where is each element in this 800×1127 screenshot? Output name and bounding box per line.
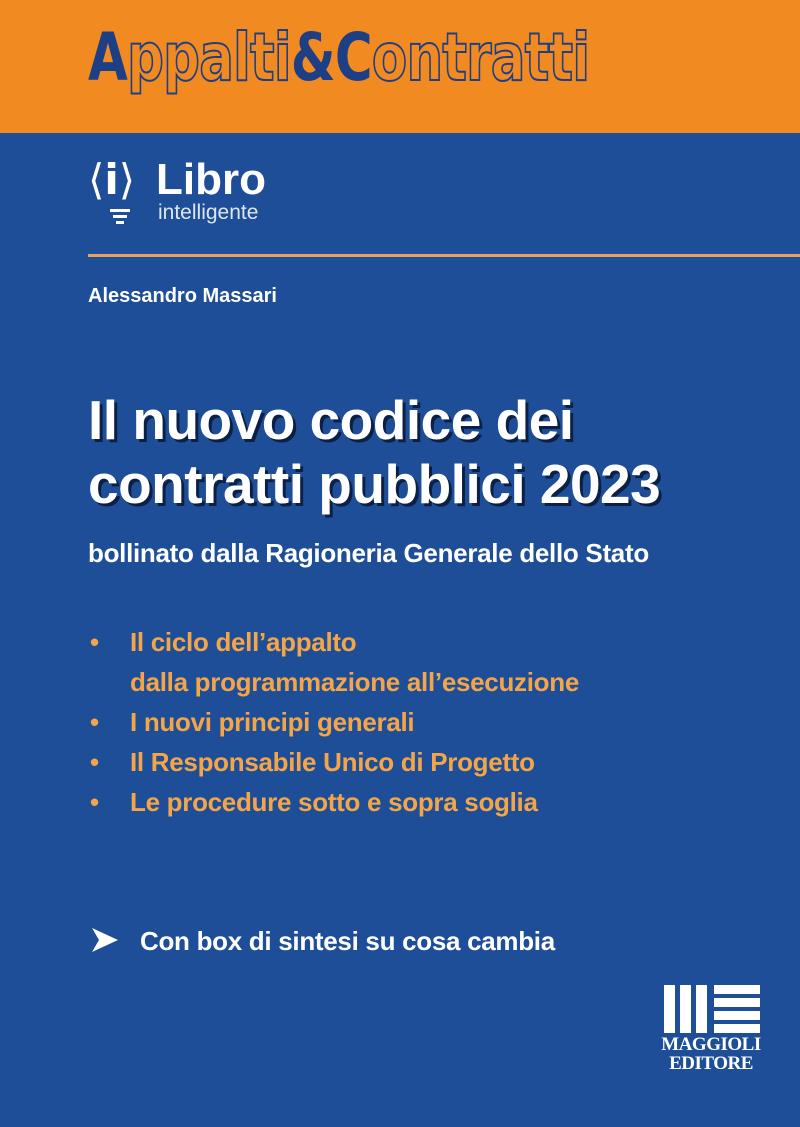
bullet-icon: •	[90, 707, 99, 737]
feature-text: I nuovi principi generali	[130, 707, 415, 737]
open-bracket: ⟨	[88, 155, 105, 204]
bullet-icon: •	[90, 627, 99, 657]
author-name: Alessandro Massari	[88, 285, 277, 307]
ilibro-letter-i: i	[104, 155, 119, 204]
series-word-contratti: ontratti	[371, 19, 590, 96]
feature-text: Il ciclo dell’appalto	[130, 627, 357, 657]
series-word-appalti: ppalti	[127, 19, 291, 96]
maggioli-mark-icon	[664, 985, 760, 1033]
series-ampersand: &	[290, 19, 335, 96]
divider-line	[88, 254, 800, 257]
publisher-name	[660, 1035, 762, 1073]
publisher-name-line-2: EDITORE	[669, 1053, 753, 1074]
bullet-icon: •	[90, 747, 99, 777]
book-title-line-2: contratti pubblici 2023	[88, 453, 661, 515]
series-initial-c: C	[334, 19, 372, 96]
book-title	[88, 388, 788, 516]
bullet-icon: •	[90, 787, 99, 817]
ilibro-brackets	[88, 155, 135, 205]
publisher-logo	[660, 985, 762, 1075]
series-initial-a: A	[88, 19, 128, 96]
feature-text: Il Responsabile Unico di Progetto	[130, 747, 535, 777]
highlight-text: Con box di sintesi su cosa cambia	[140, 926, 555, 956]
feature-item	[88, 742, 788, 782]
series-title	[88, 18, 589, 98]
ilibro-logo	[88, 155, 348, 235]
series-band	[0, 0, 800, 133]
feature-item	[88, 622, 788, 702]
book-title-line-1: Il nuovo codice dei	[88, 389, 574, 451]
feature-item	[88, 782, 788, 822]
feature-item	[88, 702, 788, 742]
arrow-right-icon	[92, 928, 118, 952]
ilibro-name: Libro	[156, 155, 266, 204]
feature-list	[88, 622, 788, 822]
feature-text: Le procedure sotto e sopra soglia	[130, 787, 538, 817]
ilibro-tagline: intelligente	[158, 201, 259, 224]
close-bracket: ⟩	[118, 155, 136, 204]
book-subtitle: bollinato dalla Ragioneria Generale dello Stato	[88, 538, 649, 568]
bulb-base-icon	[110, 207, 130, 227]
feature-text-continued: dalla programmazione all’esecuzione	[130, 667, 579, 697]
publisher-name-line-1: MAGGIOLI	[661, 1034, 761, 1055]
